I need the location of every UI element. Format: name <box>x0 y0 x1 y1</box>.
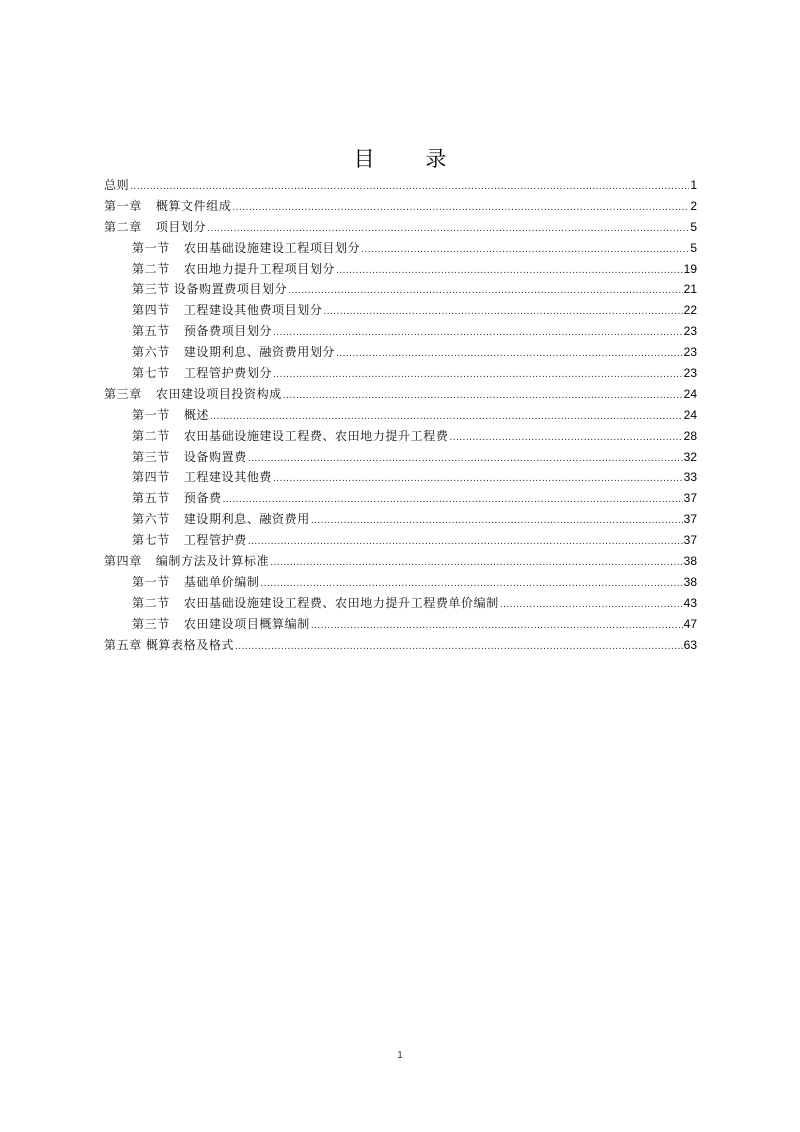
toc-entry-label: 第三节 设备购置费项目划分 <box>132 282 288 297</box>
toc-entry-label: 第四节 工程建设其他费 <box>132 470 273 485</box>
dot-leader <box>283 386 683 407</box>
toc-entry-ch2-sec2[interactable] <box>104 259 697 280</box>
toc-entry-page: 47 <box>683 616 697 631</box>
toc-entry-page: 37 <box>683 491 697 506</box>
toc-entry-page: 24 <box>683 407 697 422</box>
toc-entry-page: 5 <box>690 240 697 255</box>
toc-entry-page: 23 <box>683 366 697 381</box>
toc-entry-page: 23 <box>683 345 697 360</box>
dot-leader <box>288 281 682 302</box>
dot-leader <box>273 323 683 344</box>
toc-entry-chapter-3[interactable] <box>104 384 697 405</box>
toc-entry-page: 2 <box>690 198 697 213</box>
toc-entry-label: 总则 <box>104 178 130 192</box>
toc-entry-label: 第四章 编制方法及计算标准 <box>104 554 270 569</box>
dot-leader <box>311 616 683 637</box>
dot-leader <box>207 219 689 240</box>
toc-entry-ch2-sec5[interactable] <box>104 321 697 342</box>
toc-entry-page: 37 <box>683 512 697 527</box>
toc-entry-label: 第一节 概述 <box>132 407 210 422</box>
toc-entry-label: 第三节 农田建设项目概算编制 <box>132 616 310 631</box>
toc-entry-ch4-sec2[interactable] <box>104 593 697 614</box>
toc-entry-ch2-sec7[interactable] <box>104 363 697 384</box>
toc-entry-label: 第二节 农田基础设施建设工程费、农田地力提升工程费单价编制 <box>132 595 499 610</box>
toc-entry-page: 1 <box>690 178 697 192</box>
dot-leader <box>273 365 683 386</box>
toc-entry-ch2-sec3[interactable] <box>104 279 697 300</box>
dot-leader <box>270 553 682 574</box>
toc-entry-page: 38 <box>683 574 697 589</box>
dot-leader <box>260 574 682 595</box>
toc-entry-label: 第四节 工程建设其他费项目划分 <box>132 303 323 318</box>
table-of-contents <box>104 175 697 655</box>
toc-entry-label: 第二节 农田基础设施建设工程费、农田地力提升工程费 <box>132 428 449 443</box>
dot-leader <box>449 428 682 449</box>
page-number: 1 <box>397 1050 403 1061</box>
toc-entry-label: 第五节 预备费 <box>132 491 222 506</box>
dot-leader <box>248 449 683 470</box>
dot-leader <box>130 177 689 198</box>
toc-entry-label: 第七节 工程管护费 <box>132 533 247 548</box>
toc-entry-page: 43 <box>683 595 697 610</box>
toc-entry-page: 28 <box>683 428 697 443</box>
toc-entry-page: 38 <box>683 554 697 569</box>
toc-entry-ch2-sec1[interactable] <box>104 238 697 259</box>
toc-entry-page: 63 <box>683 637 697 652</box>
dot-leader <box>248 532 683 553</box>
dot-leader <box>232 198 689 219</box>
toc-title: 目 录 <box>353 147 469 171</box>
dot-leader <box>235 637 683 658</box>
toc-entry-label: 第六节 建设期利息、融资费用划分 <box>132 345 336 360</box>
toc-entry-page: 19 <box>683 261 697 276</box>
toc-entry-chapter-2[interactable] <box>104 217 697 238</box>
toc-entry-chapter-4[interactable] <box>104 551 697 572</box>
toc-entry-ch3-sec4[interactable] <box>104 467 697 488</box>
toc-entry-ch4-sec3[interactable] <box>104 614 697 635</box>
toc-entry-ch3-sec1[interactable] <box>104 405 697 426</box>
dot-leader <box>500 595 683 616</box>
toc-entry-label: 第一章 概算文件组成 <box>104 198 232 213</box>
toc-entry-label: 第一节 农田基础设施建设工程项目划分 <box>132 240 361 255</box>
toc-entry-page: 5 <box>690 219 697 234</box>
dot-leader <box>223 490 683 511</box>
toc-entry-page: 33 <box>683 470 697 485</box>
toc-entry-label: 第五章 概算表格及格式 <box>104 637 235 652</box>
toc-entry-label: 第五节 预备费项目划分 <box>132 324 273 339</box>
toc-entry-ch3-sec2[interactable] <box>104 426 697 447</box>
toc-entry-label: 第七节 工程管护费划分 <box>132 366 273 381</box>
toc-entry-ch3-sec7[interactable] <box>104 530 697 551</box>
dot-leader <box>323 302 682 323</box>
toc-entry-page: 32 <box>683 449 697 464</box>
toc-entry-ch3-sec6[interactable] <box>104 509 697 530</box>
toc-entry-label: 第一节 基础单价编制 <box>132 574 260 589</box>
toc-entry-label: 第三章 农田建设项目投资构成 <box>104 386 282 401</box>
dot-leader <box>336 344 683 365</box>
toc-entry-ch3-sec5[interactable] <box>104 488 697 509</box>
toc-entry-label: 第二章 项目划分 <box>104 219 207 234</box>
toc-entry-page: 24 <box>683 386 697 401</box>
toc-entry-chapter-1[interactable] <box>104 196 697 217</box>
toc-entry-label: 第六节 建设期利息、融资费用 <box>132 512 310 527</box>
toc-entry-ch2-sec4[interactable] <box>104 300 697 321</box>
dot-leader <box>273 469 683 490</box>
toc-entry-page: 23 <box>683 324 697 339</box>
toc-entry-page: 21 <box>683 282 697 297</box>
toc-entry-page: 22 <box>683 303 697 318</box>
toc-entry-label: 第二节 农田地力提升工程项目划分 <box>132 261 336 276</box>
toc-entry-general[interactable] <box>104 175 697 196</box>
dot-leader <box>361 240 689 261</box>
toc-entry-label: 第三节 设备购置费 <box>132 449 247 464</box>
toc-entry-ch2-sec6[interactable] <box>104 342 697 363</box>
toc-entry-ch3-sec3[interactable] <box>104 447 697 468</box>
dot-leader <box>336 261 683 282</box>
toc-entry-chapter-5[interactable] <box>104 635 697 656</box>
toc-entry-ch4-sec1[interactable] <box>104 572 697 593</box>
dot-leader <box>210 407 683 428</box>
toc-entry-page: 37 <box>683 533 697 548</box>
dot-leader <box>311 511 683 532</box>
